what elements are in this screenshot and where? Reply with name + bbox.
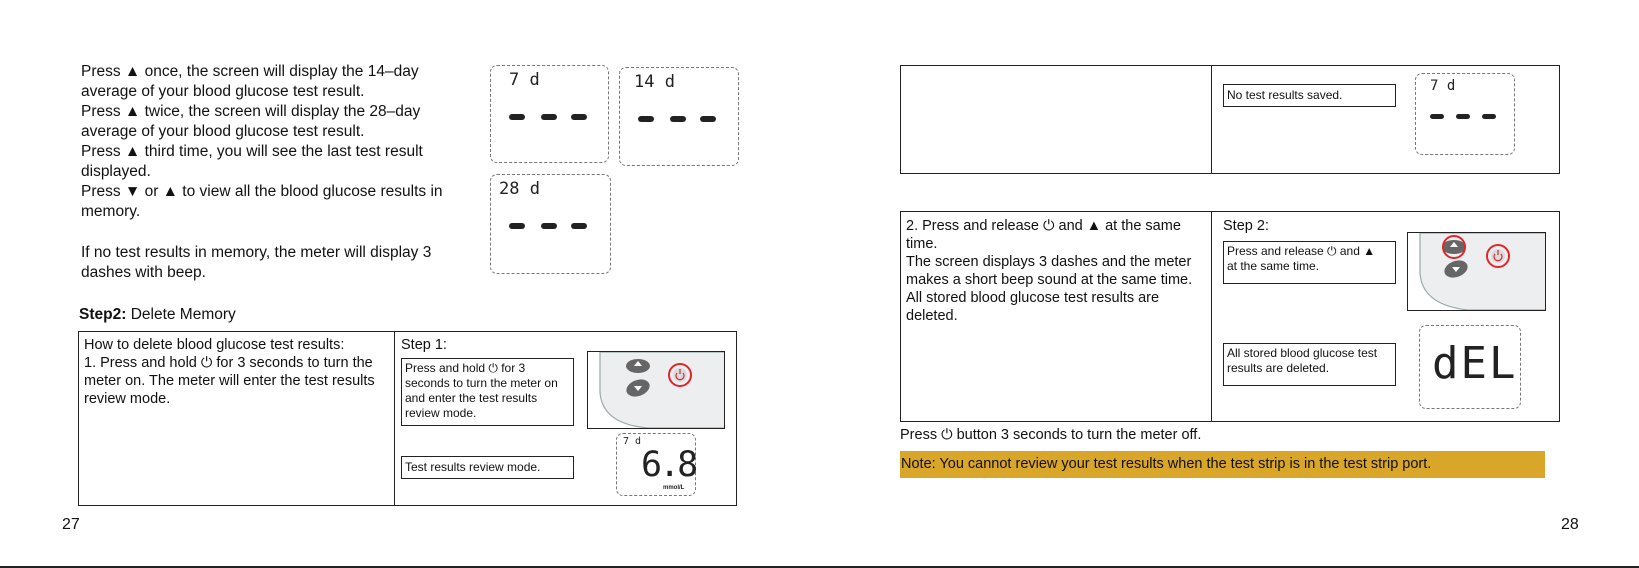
lcd-label-14d: 14 d xyxy=(634,72,675,92)
no-results-box: No test results saved. xyxy=(1223,84,1396,107)
table-left-cell xyxy=(906,217,1192,325)
table-divider xyxy=(394,332,395,505)
meter-device-icon xyxy=(1408,233,1546,311)
table-divider xyxy=(1211,212,1212,421)
table-divider xyxy=(1211,66,1212,173)
note-banner xyxy=(900,451,1545,478)
cell-line: makes a short beep sound at the same time. xyxy=(906,272,1193,288)
box-line: Press and release ⏻ and ▲ xyxy=(1227,244,1376,258)
intro-line: Press ▲ third time, you will see the last test result xyxy=(81,143,423,160)
box-line: and enter the test results xyxy=(405,391,538,405)
meter-device-icon xyxy=(588,352,725,429)
no-results-table xyxy=(900,65,1560,174)
lcd-dash xyxy=(571,223,587,229)
lcd-dash xyxy=(638,116,654,122)
cell-line: deleted. xyxy=(906,308,958,324)
step2-label: Step 2: xyxy=(1223,218,1269,234)
cell-line: The screen displays 3 dashes and the meter xyxy=(906,254,1192,270)
box-line: results are deleted. xyxy=(1227,361,1330,375)
lcd-28d-screen xyxy=(490,174,611,274)
cell-line: 2. Press and release ⏻ and ▲ at the same xyxy=(906,218,1181,234)
review-mode-box: Test results review mode. xyxy=(401,456,574,479)
step2-heading xyxy=(79,306,236,324)
page-number-right: 28 xyxy=(1561,516,1579,533)
cell-line: meter on. The meter will enter the test results xyxy=(84,373,375,389)
deleted-box xyxy=(1223,343,1396,386)
cell-line: 1. Press and hold ⏻ for 3 seconds to turn the xyxy=(84,355,373,371)
step2-title: Delete Memory xyxy=(130,306,236,323)
lcd-review-unit: mmol/L xyxy=(663,485,685,491)
table-left-cell xyxy=(84,336,375,408)
meter-illustration xyxy=(1407,232,1546,311)
lcd-dash xyxy=(541,114,557,120)
intro-line: average of your blood glucose test result. xyxy=(81,83,365,100)
box-line: All stored blood glucose test xyxy=(1227,346,1378,360)
step1-label: Step 1: xyxy=(401,337,447,353)
intro-paragraph xyxy=(81,62,443,222)
step1-instruction-box xyxy=(401,358,574,426)
lcd-del-screen xyxy=(1419,325,1521,409)
lcd-review-label: 7 d xyxy=(623,436,642,447)
lcd-dash xyxy=(1482,114,1496,119)
note-text: Note: You cannot review your test results when the test strip is in the test strip port. xyxy=(901,456,1432,472)
lcd-dash xyxy=(1430,114,1444,119)
lcd-label-28d: 28 d xyxy=(499,179,540,199)
delete-step1-table xyxy=(78,331,737,506)
box-line: seconds to turn the meter on xyxy=(405,376,558,390)
box-line: at the same time. xyxy=(1227,259,1320,273)
lcd-dash xyxy=(541,223,557,229)
lcd-dash xyxy=(509,114,525,120)
lcd-no-results-screen xyxy=(1415,73,1515,155)
lcd-review-screen xyxy=(616,433,696,496)
cell-line: How to delete blood glucose test results: xyxy=(84,337,345,353)
no-results-paragraph xyxy=(81,243,431,283)
press-off-text: Press ⏻ button 3 seconds to turn the meter off. xyxy=(900,427,1202,443)
meter-illustration xyxy=(587,351,725,429)
lcd-del-value: dEL xyxy=(1432,338,1518,389)
intro-line: Press ▼ or ▲ to view all the blood glucose results in xyxy=(81,183,443,200)
box-line: Press and hold ⏻ for 3 xyxy=(405,361,526,375)
lcd-14d-screen xyxy=(619,67,739,166)
lcd-no-results-label: 7 d xyxy=(1430,78,1456,94)
lcd-dash xyxy=(571,114,587,120)
delete-step2-table xyxy=(900,211,1560,422)
intro-line: average of your blood glucose test result. xyxy=(81,123,365,140)
box-line: review mode. xyxy=(405,406,477,420)
lcd-dash xyxy=(670,116,686,122)
lcd-review-value: 6.8 xyxy=(641,445,696,485)
lcd-dash xyxy=(509,223,525,229)
lcd-7d-screen xyxy=(490,65,609,163)
cell-line: time. xyxy=(906,236,938,252)
page-number-left: 27 xyxy=(62,516,80,533)
no-results-line: If no test results in memory, the meter will display 3 xyxy=(81,244,432,261)
intro-line: displayed. xyxy=(81,163,151,180)
intro-line: Press ▲ twice, the screen will display the 28–day xyxy=(81,103,421,120)
lcd-label-7d: 7 d xyxy=(509,70,540,90)
lcd-dash xyxy=(700,116,716,122)
lcd-dash xyxy=(1456,114,1470,119)
intro-line: Press ▲ once, the screen will display the 14–day xyxy=(81,63,419,80)
no-results-line: dashes with beep. xyxy=(81,264,206,281)
step2-bold: Step2: xyxy=(79,306,127,323)
intro-line: memory. xyxy=(81,203,141,220)
step2-instruction-box xyxy=(1223,241,1396,284)
cell-line: All stored blood glucose test results are xyxy=(906,290,1160,306)
cell-line: review mode. xyxy=(84,391,171,407)
